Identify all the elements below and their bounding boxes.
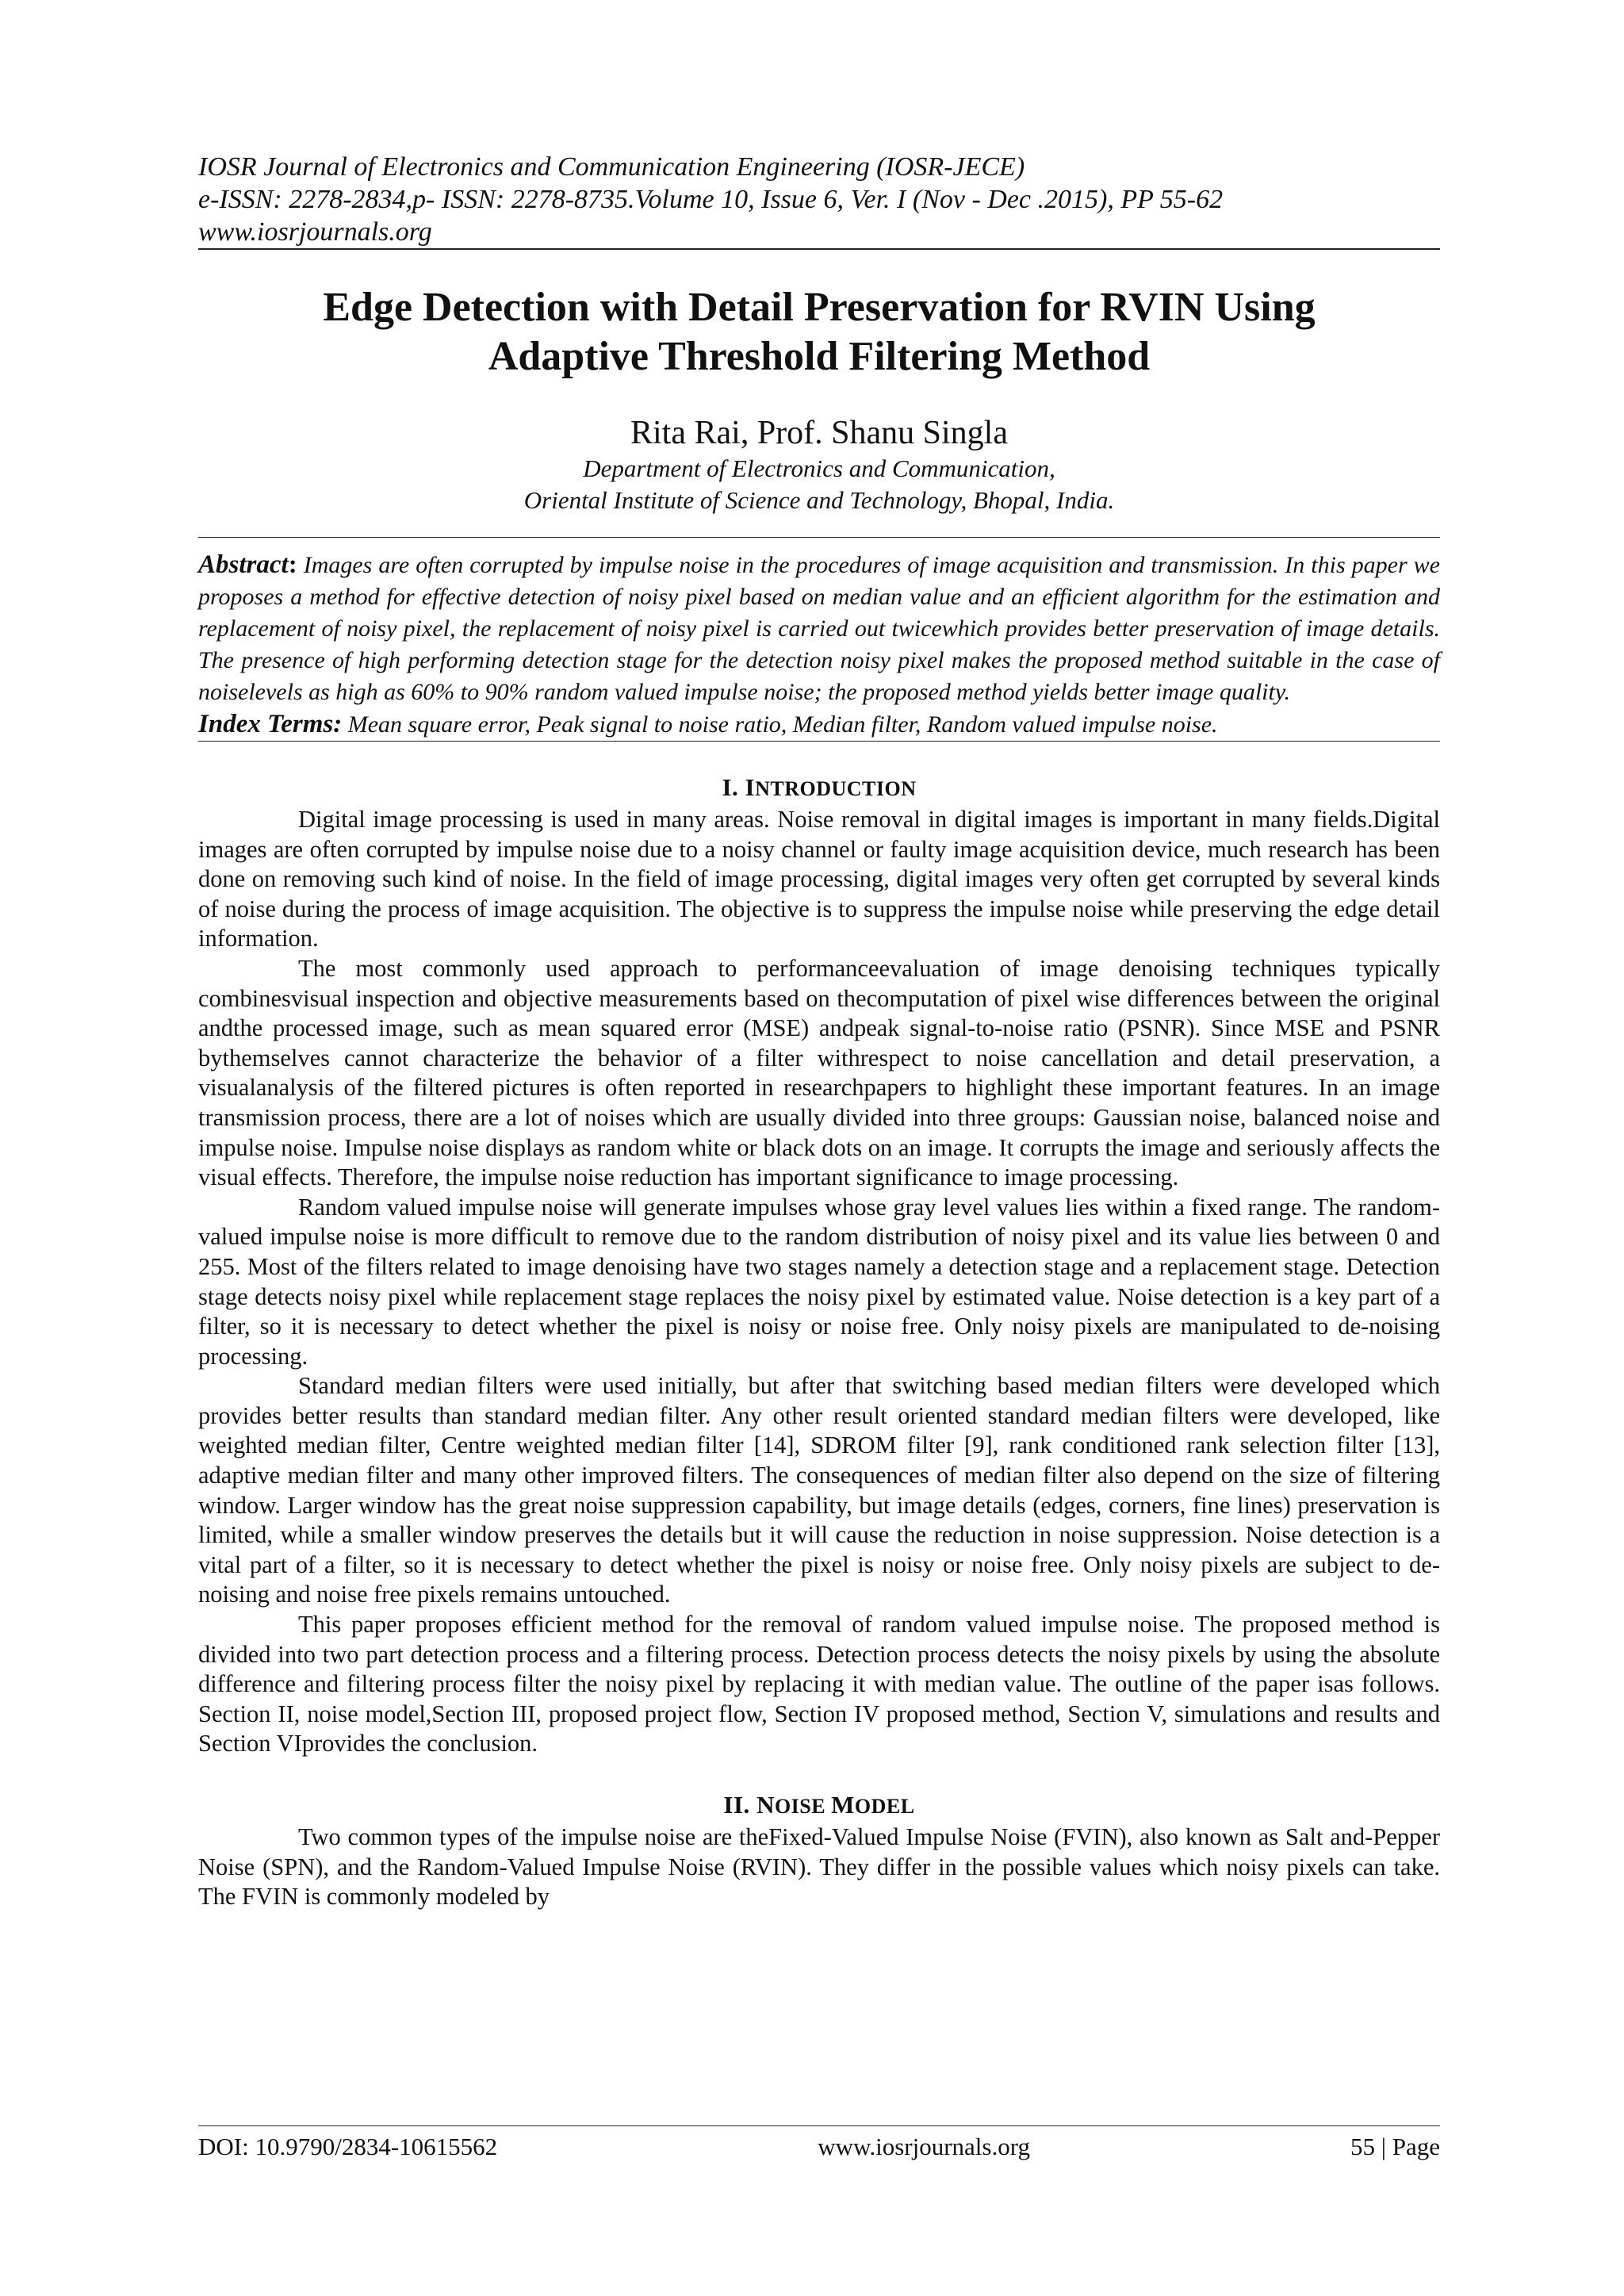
affiliation — [198, 453, 1440, 516]
section-number: II. — [723, 1791, 750, 1819]
section-heading-noise-model — [198, 1789, 1440, 1823]
page-footer — [198, 2125, 1440, 2161]
affiliation-line-1: Department of Electronics and Communication, — [583, 454, 1055, 482]
journal-name: IOSR Journal of Electronics and Communication Engineering (IOSR-JECE) — [198, 152, 1025, 182]
abstract-text: Images are often corrupted by impulse noise in the procedures of image acquisition and transmission. In this paper we proposes a method for effective detection of noisy pixel based on median value and an efficient algorithm for the estimation and replacement of noisy pixel, the replacement of noisy pixel is carried out twicewhich provides better preservation of image details. The presence of high performing detection stage for the detection noisy pixel makes the proposed method suitable in the case of noiselevels as high as 60% to 90% random valued impulse noise; the proposed method yields better image quality. — [198, 552, 1440, 705]
abstract-rule — [198, 741, 1440, 742]
title-line-1: Edge Detection with Detail Preservation for RVIN Using — [323, 285, 1316, 330]
journal-issn: e-ISSN: 2278-2834,p- ISSN: 2278-8735.Volume 10, Issue 6, Ver. I (Nov - Dec .2015), PP 55-62 — [198, 185, 1224, 214]
index-terms — [198, 708, 1440, 741]
section-title-initial: I — [745, 773, 756, 801]
journal-header — [198, 151, 1440, 248]
paper-page — [198, 151, 1440, 1912]
section-title-rest: NTRODUCTION — [755, 777, 917, 800]
footer-page-number: 55 | Page — [1350, 2133, 1440, 2160]
index-terms-text: Mean square error, Peak signal to noise ratio, Median filter, Random valued impulse noise. — [342, 711, 1218, 738]
paragraph: Digital image processing is used in many areas. Noise removal in digital images is important in many fields.Digital images are often corrupted by impulse noise due to a noisy channel or faulty image acquisition device, much research has been done on removing such kind of noise. In the field of image processing, digital images very often get corrupted by several kinds of noise during the process of image acquisition. The objective is to suppress the impulse noise while preserving the edge detail information. — [198, 806, 1440, 953]
section-title-initial: N — [756, 1791, 775, 1819]
section-title-rest-2: ODEL — [854, 1795, 915, 1818]
abstract-label: Abstract — [198, 550, 289, 579]
authors: Rita Rai, Prof. Shanu Singla — [630, 415, 1008, 451]
section-number: I. — [722, 773, 739, 801]
abstract-colon: : — [288, 550, 297, 579]
paragraph: Random valued impulse noise will generate impulses whose gray level values lies within a fixed range. The random-valued impulse noise is more difficult to remove due to the random distribution of noisy pixel and its value lies between 0 and 255. Most of the filters related to image denoising have two stages namely a detection stage and a replacement stage. Detection stage detects noisy pixel while replacement stage replaces the noisy pixel by estimated value. Noise detection is a key part of a filter, so it is necessary to detect whether the pixel is noisy or noise free. Only noisy pixels are manipulated to de-noising processing. — [198, 1193, 1440, 1370]
abstract-section — [198, 537, 1440, 741]
section-title-initial-2: M — [831, 1791, 855, 1819]
paragraph: This paper proposes efficient method for the removal of random valued impulse noise. The proposed method is divided into two part detection process and a filtering process. Detection process detects the noisy pixels by using the absolute difference and filtering process filter the noisy pixel by replacing it with median value. The outline of the paper isas follows. Section II, noise model,Section III, proposed project flow, Section IV proposed method, Section V, simulations and results and Section VIprovides the conclusion. — [198, 1611, 1440, 1757]
paragraph: The most commonly used approach to performanceevaluation of image denoising techniques typically combinesvisual inspection and objective measurements based on thecomputation of pixel wise differences between the original andthe processed image, such as mean squared error (MSE) andpeak signal-to-noise ratio (PSNR). Since MSE and PSNR bythemselves cannot characterize the behavior of a filter withrespect to noise cancellation and detail preservation, a visualanalysis of the filtered pictures is often reported in researchpapers to highlight these important features. In an image transmission process, there are a lot of noises which are usually divided into three groups: Gaussian noise, balanced noise and impulse noise. Impulse noise displays as random white or black dots on an image. It corrupts the image and seriously affects the visual effects. Therefore, the impulse noise reduction has important significance to image processing. — [198, 954, 1440, 1191]
paragraph: Standard median filters were used initially, but after that switching based median filters were developed which provides better results than standard median filter. Any other result oriented standard median filters were developed, like weighted median filter, Centre weighted median filter [14], SDROM filter [9], rank conditioned rank selection filter [13], adaptive median filter and many other improved filters. The consequences of median filter also depend on the size of filtering window. Larger window has the great noise suppression capability, but image details (edges, corners, fine lines) preservation is limited, while a smaller window preserves the details but it will cause the reduction in noise suppression. Noise detection is a vital part of a filter, so it is necessary to detect whether the pixel is noisy or noise free. Only noisy pixels are subject to de-noising and noise free pixels remains untouched. — [198, 1372, 1440, 1608]
title-line-2: Adaptive Threshold Filtering Method — [488, 334, 1151, 379]
header-rule — [198, 248, 1440, 250]
paragraph: Two common types of the impulse noise are theFixed-Valued Impulse Noise (FVIN), also known as Salt and-Pepper Noise (SPN), and the Random-Valued Impulse Noise (RVIN). They differ in the possible values which noisy pixels can take. The FVIN is commonly modeled by — [198, 1823, 1440, 1911]
section-heading-introduction — [198, 772, 1440, 805]
section-title-rest: OISE — [774, 1795, 832, 1818]
index-terms-label: Index Terms: — [198, 710, 343, 738]
footer-site[interactable]: www.iosrjournals.org — [818, 2133, 1030, 2160]
abstract — [198, 549, 1440, 708]
affiliation-line-2: Oriental Institute of Science and Technology, Bhopal, India. — [523, 486, 1115, 514]
footer-doi: DOI: 10.9790/2834-10615562 — [198, 2133, 498, 2160]
paper-title — [198, 283, 1440, 381]
journal-url[interactable]: www.iosrjournals.org — [198, 217, 432, 247]
